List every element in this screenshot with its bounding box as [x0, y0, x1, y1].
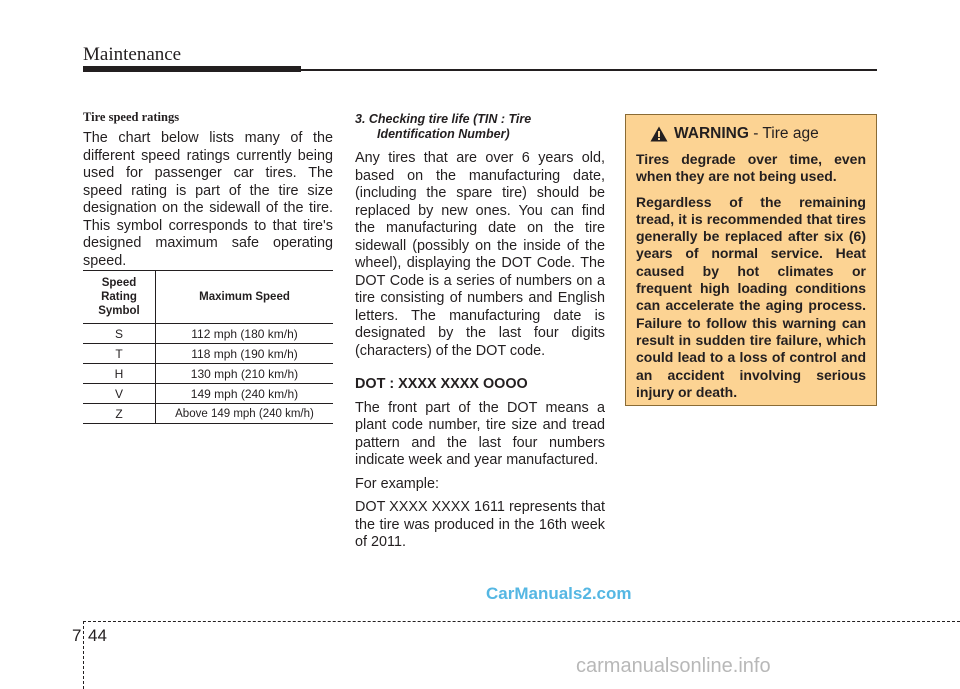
table-header-speed: Maximum Speed	[156, 271, 334, 324]
header-rule-thick	[83, 66, 301, 72]
table-cell-speed: 130 mph (210 km/h)	[156, 364, 334, 384]
warning-title	[650, 125, 866, 143]
table-cell-symbol: S	[83, 324, 156, 344]
section-heading-speed-ratings: Tire speed ratings	[83, 110, 180, 124]
table-cell-symbol: T	[83, 344, 156, 364]
table-row	[83, 404, 333, 424]
watermark-carmanuals2: CarManuals2.com	[486, 584, 632, 603]
tin-heading	[355, 112, 605, 142]
example-paragraph: DOT XXXX XXXX 1611 represents that the tire was produced in the 16th week of 2011.	[355, 499, 605, 550]
warning-subject: - Tire age	[748, 125, 819, 142]
example-label: For example:	[355, 475, 439, 492]
speed-rating-table	[83, 270, 333, 424]
tin-paragraph: Any tires that are over 6 years old, based on the manufacturing date, (including the spare tire) should be replaced by new ones. You can find the manufacturing date on the tire sidewall (possibly on the inside of the wheel), displaying the DOT Code. The DOT Code is a series of numbers on a tire consisting of numbers and English letters. The manufacturing date is designated by the last four digits (characters) of the DOT code.	[355, 150, 605, 359]
table-row	[83, 344, 333, 364]
table-row	[83, 384, 333, 404]
page-number: 44	[88, 626, 107, 645]
speed-ratings-paragraph: The chart below lists many of the different speed ratings currently being used for passenger car tires. The speed rating is part of the tire size designation on the sidewall of the tire. This symbol corresponds to that tire's designed maximum safe operating speed.	[83, 130, 333, 269]
table-cell-speed: 118 mph (190 km/h)	[156, 344, 334, 364]
table-header-symbol: Speed Rating Symbol	[83, 271, 156, 324]
tin-heading-line2: Identification Number)	[377, 127, 510, 141]
site-credit: carmanualsonline.info	[576, 655, 771, 677]
chapter-number: 7	[72, 626, 82, 645]
table-row	[83, 324, 333, 344]
footer-vertical-rule	[83, 621, 84, 689]
dot-code-line: DOT : XXXX XXXX OOOO	[355, 376, 528, 392]
table-cell-speed: 112 mph (180 km/h)	[156, 324, 334, 344]
table-row	[83, 364, 333, 384]
table-cell-speed: 149 mph (240 km/h)	[156, 384, 334, 404]
header-rule-thin	[301, 69, 877, 71]
table-cell-symbol: V	[83, 384, 156, 404]
warning-text-1: Tires degrade over time, even when they are not being used.	[636, 151, 866, 185]
middle-column	[355, 110, 605, 552]
warning-triangle-icon	[650, 126, 668, 142]
table-cell-speed: Above 149 mph (240 km/h)	[156, 404, 334, 424]
footer-rule	[83, 621, 960, 622]
warning-label: WARNING	[674, 125, 749, 142]
warning-text-2: Regardless of the remaining tread, it is recommended that tires generally be replaced after six (6) years of normal service. Heat caused by hot climates or frequent high loading conditions can accelerate the aging process. Failure to follow this warning can result in sudden tire failure, which could lead to a loss of control and an accident involving serious injury or death.	[636, 193, 866, 400]
table-cell-symbol: Z	[83, 404, 156, 424]
dot-explanation-paragraph: The front part of the DOT means a plant code number, tire size and tread pattern and the last four numbers indicate week and year manufactured.	[355, 399, 605, 468]
tin-heading-line1: 3. Checking tire life (TIN : Tire	[355, 112, 532, 126]
page-header-title: Maintenance	[83, 44, 182, 65]
warning-box	[625, 114, 877, 406]
left-column	[83, 110, 333, 270]
table-cell-symbol: H	[83, 364, 156, 384]
table-header-row	[83, 271, 333, 324]
